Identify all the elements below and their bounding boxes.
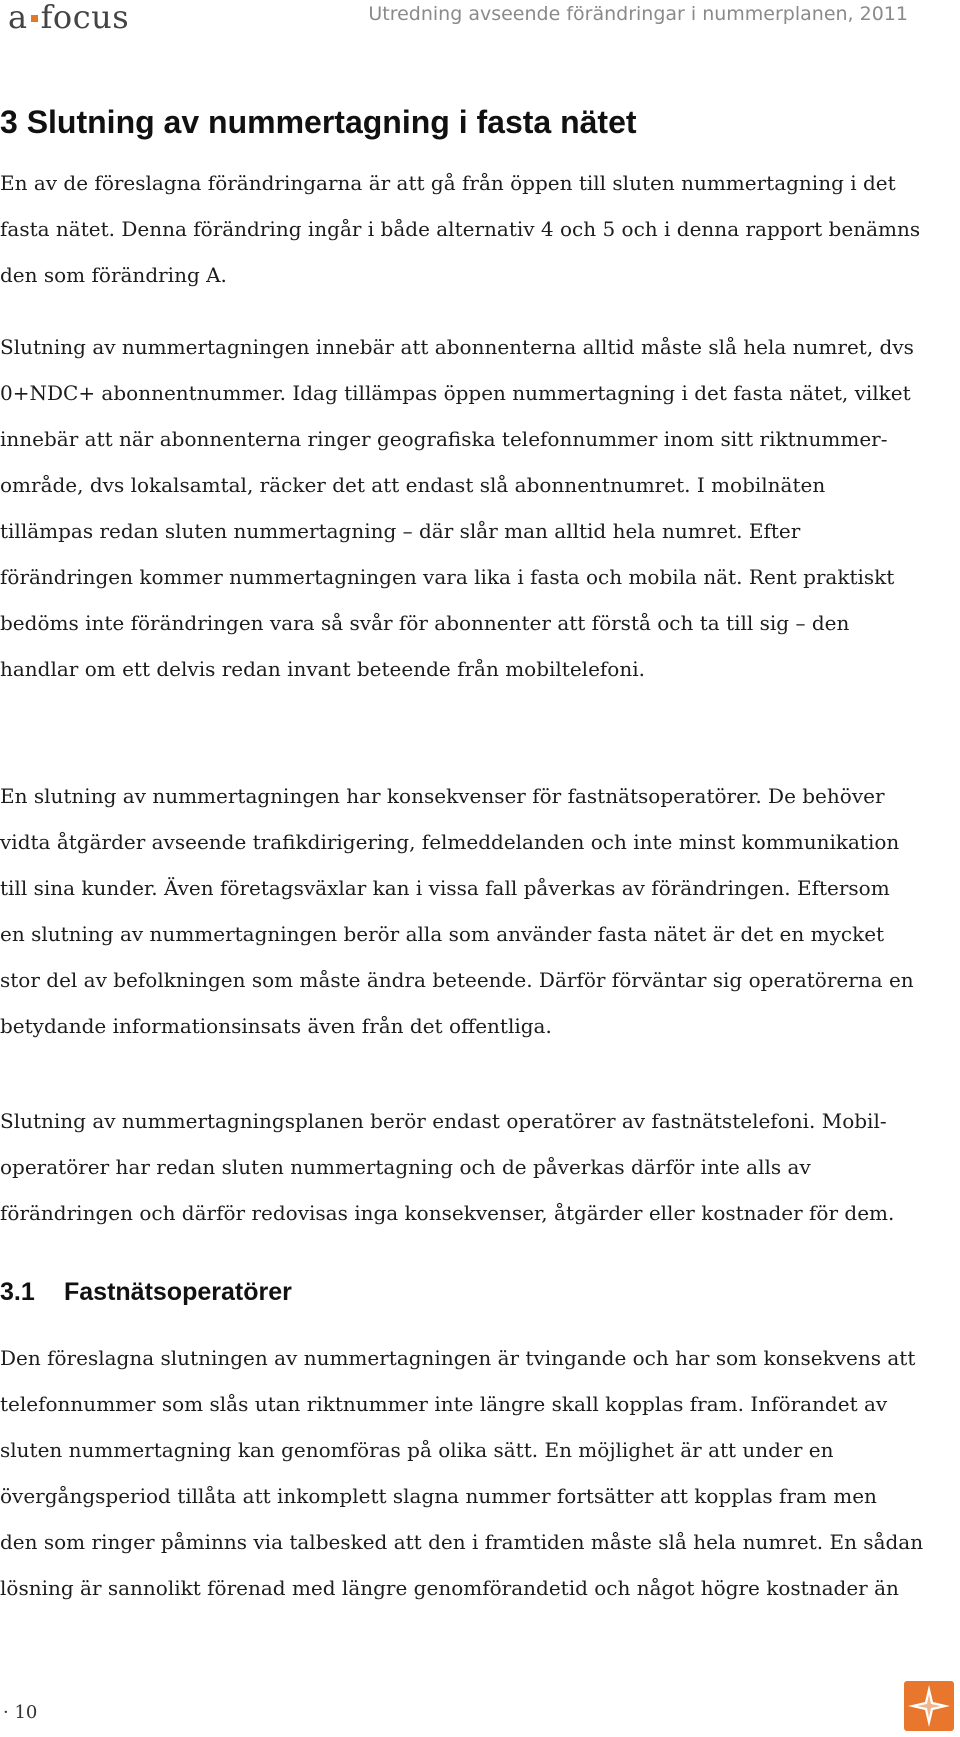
text-line: operatörer har redan sluten nummertagning och de påverkas därför inte alls av [0,1155,811,1179]
text-line: 0+NDC+ abonnentnummer. Idag tillämpas öppen nummertagning i det fasta nätet, vilket [0,381,911,405]
afocus-logo [8,0,129,36]
paragraph-3 [0,773,920,1049]
text-line: betydande informationsinsats även från det offentliga. [0,1014,552,1038]
text-line: förändringen och därför redovisas inga konsekvenser, åtgärder eller kostnader för dem. [0,1201,895,1225]
text-line: innebär att när abonnenterna ringer geografiska telefonnummer inom sitt riktnummer- [0,427,888,451]
logo-dot-icon [31,15,38,22]
paragraph-2 [0,324,920,692]
text-line: En av de föreslagna förändringarna är att gå från öppen till sluten nummertagning i det [0,171,896,195]
section-heading: 3 Slutning av nummertagning i fasta nätet [0,104,637,140]
page-header [0,0,960,40]
text-line: Den föreslagna slutningen av nummertagningen är tvingande och har som konsekvens att [0,1346,916,1370]
text-line: till sina kunder. Även företagsväxlar kan i vissa fall påverkas av förändringen. Eftersom [0,876,890,900]
text-line: område, dvs lokalsamtal, räcker det att endast slå abonnentnumret. I mobilnäten [0,473,826,497]
text-line: fasta nätet. Denna förändring ingår i både alternativ 4 och 5 och i denna rapport benämns [0,217,921,241]
text-line: förändringen kommer nummertagningen vara lika i fasta och mobila nät. Rent praktiskt [0,565,895,589]
text-line: bedöms inte förändringen vara så svår för abonnenter att förstå och ta till sig – den [0,611,850,635]
text-line: den som ringer påminns via talbesked att den i framtiden måste slå hela numret. En sådan [0,1530,924,1554]
text-line: övergångsperiod tillåta att inkomplett slagna nummer fortsätter att kopplas fram men [0,1484,877,1508]
text-line: Slutning av nummertagningen innebär att abonnenterna alltid måste slå hela numret, dvs [0,335,914,359]
logo-text-right: focus [40,0,130,36]
text-line: vidta åtgärder avseende trafikdirigering, felmeddelanden och inte minst kommunikation [0,830,900,854]
text-line: lösning är sannolikt förenad med längre genomförandetid och något högre kostnader än [0,1576,899,1600]
afocus-star-icon [904,1681,954,1731]
text-line: en slutning av nummertagningen berör alla som använder fasta nätet är det en mycket [0,922,885,946]
text-line: tillämpas redan sluten nummertagning – där slår man alltid hela numret. Efter [0,519,801,543]
text-line: telefonnummer som slås utan riktnummer inte längre skall kopplas fram. Införandet av [0,1392,888,1416]
text-line: sluten nummertagning kan genomföras på olika sätt. En möjlighet är att under en [0,1438,834,1462]
text-line: Slutning av nummertagningsplanen berör endast operatörer av fastnätstelefoni. Mobil- [0,1109,887,1133]
paragraph-1 [0,160,920,298]
header-title: Utredning avseende förändringar i nummerplanen, 2011 [368,3,908,25]
subsection-title: Fastnätsoperatörer [64,1278,292,1306]
logo-text-left: a [8,0,28,36]
page-number: · 10 [3,1702,38,1723]
subsection-heading [0,1278,292,1307]
paragraph-4 [0,1098,920,1236]
text-line: En slutning av nummertagningen har konsekvenser för fastnätsoperatörer. De behöver [0,784,885,808]
text-line: stor del av befolkningen som måste ändra beteende. Därför förväntar sig operatörerna en [0,968,914,992]
text-line: handlar om ett delvis redan invant beteende från mobiltelefoni. [0,657,645,681]
text-line: den som förändring A. [0,263,227,287]
paragraph-5 [0,1335,924,1611]
subsection-number: 3.1 [0,1278,35,1306]
